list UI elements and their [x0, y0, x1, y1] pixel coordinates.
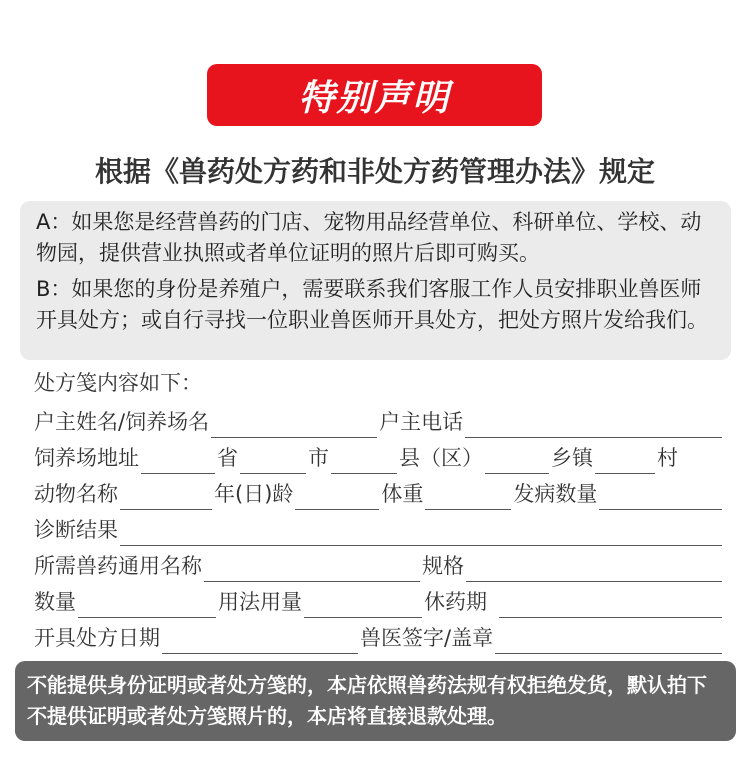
- owner-name-label: 户主姓名/饲养场名: [34, 410, 210, 434]
- form-row-owner: [34, 402, 724, 438]
- form-row-drug: [34, 546, 724, 582]
- province-blank: [141, 447, 215, 474]
- date-blank: [162, 627, 358, 654]
- purchase-conditions-box: [20, 201, 731, 360]
- owner-phone-label: 户主电话: [379, 410, 464, 434]
- prescription-form: [34, 402, 724, 654]
- drug-name-label: 所需兽药通用名称: [34, 554, 202, 578]
- vet-sign-label: 兽医签字/盖章: [360, 626, 494, 650]
- owner-name-blank: [211, 411, 377, 438]
- spec-blank: [466, 555, 722, 582]
- diagnosis-label: 诊断结果: [34, 518, 118, 542]
- regulation-subtitle: 根据《兽药处方药和非处方药管理办法》规定: [94, 155, 655, 188]
- city-blank: [240, 447, 306, 474]
- diagnosis-blank: [120, 519, 722, 546]
- prescription-intro: 处方笺内容如下：: [34, 371, 202, 395]
- province-label: 省: [217, 446, 238, 470]
- form-row-quantity: [34, 582, 724, 618]
- farm-address-label: 饲养场地址: [34, 446, 139, 470]
- date-label: 开具处方日期: [34, 626, 160, 650]
- quantity-label: 数量: [34, 590, 76, 614]
- notice-banner: [207, 64, 542, 126]
- county-blank: [331, 447, 397, 474]
- withdrawal-label: 休药期: [424, 590, 487, 614]
- age-label: 年(日)龄: [214, 482, 294, 506]
- refusal-notice: 不能提供身份证明或者处方笺的，本店依照兽药法规有权拒绝发货，默认拍下不提供证明或者处方笺照片的，本店将直接退款处理。: [15, 661, 736, 741]
- sick-count-blank: [599, 483, 722, 510]
- animal-name-blank: [120, 483, 212, 510]
- city-label: 市: [308, 446, 329, 470]
- village-blank: [595, 447, 655, 474]
- weight-blank: [425, 483, 511, 510]
- spec-label: 规格: [422, 554, 464, 578]
- condition-a: A：如果您是经营兽药的门店、宠物用品经营单位、科研单位、学校、动物园，提供营业执照或者单位证明的照片后即可购买。: [36, 210, 702, 265]
- animal-name-label: 动物名称: [34, 482, 118, 506]
- form-row-date: [34, 618, 724, 654]
- owner-phone-blank: [465, 411, 722, 438]
- township-blank: [485, 447, 549, 474]
- withdrawal-blank: [499, 591, 722, 618]
- quantity-blank: [78, 591, 216, 618]
- drug-name-blank: [204, 555, 420, 582]
- village-label: 村: [657, 446, 678, 470]
- form-row-address: [34, 438, 724, 474]
- vet-sign-blank: [495, 627, 722, 654]
- usage-blank: [304, 591, 422, 618]
- age-blank: [295, 483, 379, 510]
- condition-b: B：如果您的身份是养殖户，需要联系我们客服工作人员安排职业兽医师开具处方；或自行寻找一位职业兽医师开具处方，把处方照片发给我们。: [36, 277, 708, 332]
- weight-label: 体重: [381, 482, 424, 506]
- county-label: 县（区）: [399, 446, 483, 470]
- form-row-animal: [34, 474, 724, 510]
- sick-count-label: 发病数量: [513, 482, 598, 506]
- township-label: 乡镇: [551, 446, 593, 470]
- form-row-diagnosis: [34, 510, 724, 546]
- banner-title: 特别声明: [298, 77, 451, 119]
- usage-label: 用法用量: [218, 590, 302, 614]
